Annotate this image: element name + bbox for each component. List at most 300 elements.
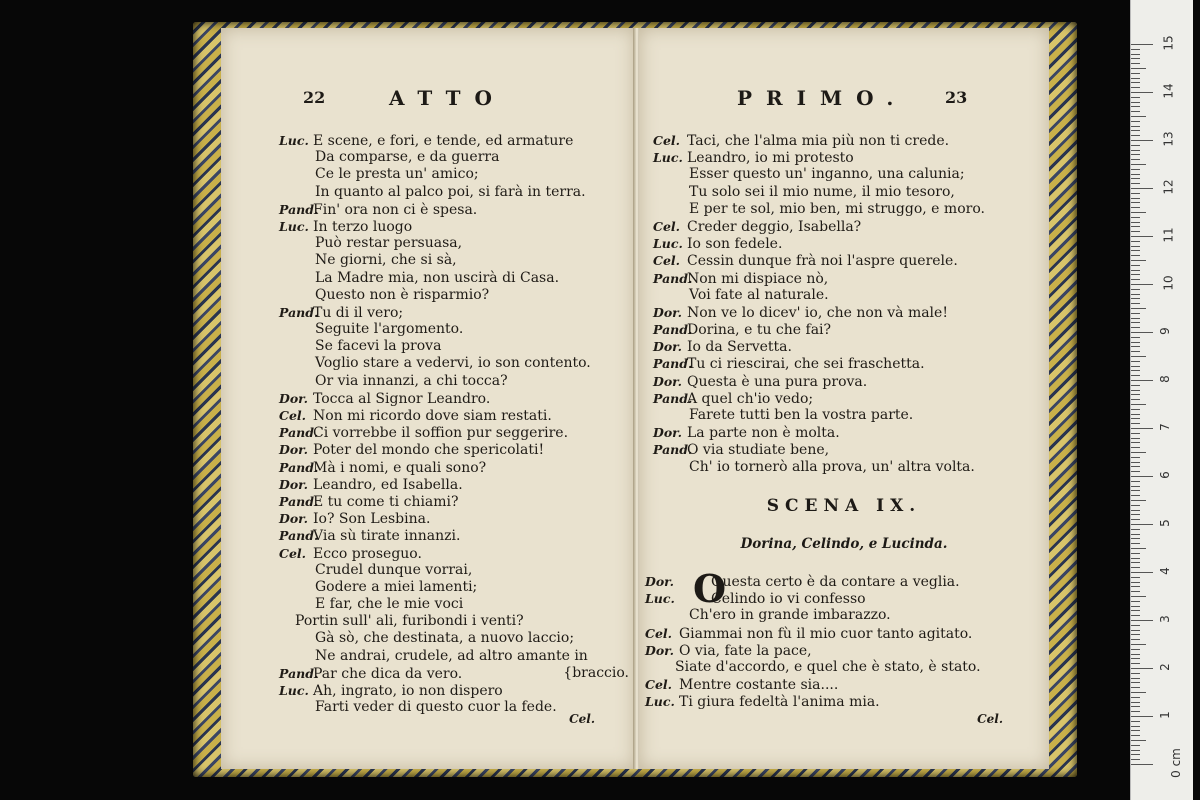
line-text: Io? Son Lesbina. xyxy=(313,511,431,528)
ruler-tick xyxy=(1131,265,1140,266)
text-line xyxy=(639,321,1049,338)
text-line xyxy=(639,184,1049,201)
ruler-tick xyxy=(1131,159,1140,160)
speaker-label: Cel. xyxy=(653,218,681,234)
line-text: E far, che le mie voci xyxy=(315,596,464,613)
ruler-tick xyxy=(1131,678,1140,679)
speaker-label: Luc. xyxy=(645,591,675,607)
ruler-tick xyxy=(1131,553,1140,554)
left-text-block xyxy=(221,132,635,716)
ruler-tick xyxy=(1131,337,1140,338)
ruler-tick xyxy=(1131,327,1140,328)
ruler-tick xyxy=(1131,764,1153,765)
line-text: Ti giura fedeltà l'anima mia. xyxy=(679,694,880,711)
ruler-tick xyxy=(1131,217,1140,218)
ruler-tick xyxy=(1131,351,1140,352)
line-text: Siate d'accordo, e quel che è stato, è stato. xyxy=(675,658,981,675)
line-text: Celindo io vi confesso xyxy=(711,591,866,608)
ruler-label: 13 xyxy=(1161,131,1176,147)
line-text: Non mi dispiace nò, xyxy=(687,270,829,287)
text-line xyxy=(221,132,635,149)
ruler-tick xyxy=(1131,294,1140,295)
ruler-label: 12 xyxy=(1161,179,1176,195)
ruler-tick xyxy=(1131,486,1140,487)
text-line xyxy=(639,355,1049,372)
text-line xyxy=(639,235,1049,252)
page-number-left: 22 xyxy=(303,88,326,107)
text-line xyxy=(639,304,1049,321)
ruler-tick xyxy=(1131,361,1140,362)
speaker-label: Luc. xyxy=(279,218,309,234)
ruler-tick xyxy=(1131,130,1140,131)
line-text: Gà sò, che destinata, a nuovo laccio; xyxy=(315,630,575,647)
line-text: Non mi ricordo dove siam restati. xyxy=(313,408,552,424)
ruler-tick xyxy=(1131,442,1140,443)
ruler-tick xyxy=(1131,246,1140,247)
line-text: Leandro, ed Isabella. xyxy=(313,476,463,493)
ruler-tick xyxy=(1131,745,1140,746)
ruler-tick xyxy=(1131,82,1140,83)
ruler-tick xyxy=(1131,476,1153,477)
ruler-tick xyxy=(1131,726,1140,727)
line-text: Mà i nomi, e quali sono? xyxy=(313,459,487,476)
speaker-label: Dor. xyxy=(653,373,682,389)
ruler-tick xyxy=(1131,370,1140,371)
ruler-tick xyxy=(1131,692,1146,693)
ruler-tick xyxy=(1131,438,1140,439)
text-line xyxy=(221,493,635,510)
line-text: Da comparse, e da guerra xyxy=(315,149,500,166)
ruler-tick xyxy=(1131,409,1140,410)
ruler-tick xyxy=(1131,423,1140,424)
ruler-tick xyxy=(1131,121,1140,122)
text-line xyxy=(639,693,1049,710)
text-line xyxy=(221,304,635,321)
ruler-tick xyxy=(1131,226,1140,227)
ruler-label: 6 xyxy=(1157,471,1172,479)
text-line xyxy=(221,235,635,252)
line-text: Creder deggio, Isabella? xyxy=(687,218,862,235)
text-line xyxy=(639,659,1049,676)
text-line xyxy=(639,166,1049,183)
ruler-tick xyxy=(1131,490,1140,491)
ruler-tick xyxy=(1131,54,1140,55)
ruler-tick xyxy=(1131,730,1140,731)
ruler-tick xyxy=(1131,625,1140,626)
line-text: Ah, ingrato, io non dispero xyxy=(313,683,503,699)
text-line xyxy=(221,373,635,390)
text-line xyxy=(639,676,1049,693)
ruler-tick xyxy=(1131,735,1140,736)
line-text: Leandro, io mi protesto xyxy=(687,150,854,167)
measuring-ruler xyxy=(1130,0,1193,800)
ruler-label: 8 xyxy=(1157,375,1172,383)
ruler-tick xyxy=(1131,207,1140,208)
text-line xyxy=(639,338,1049,355)
speaker-label: Pand. xyxy=(279,425,319,441)
text-line xyxy=(221,184,635,201)
ruler-tick xyxy=(1131,212,1146,213)
line-text: Farti veder di questo cuor la fede. xyxy=(315,699,557,716)
ruler-tick xyxy=(1131,260,1146,261)
ruler-tick xyxy=(1131,538,1140,539)
ruler-tick xyxy=(1131,639,1140,640)
line-text: E per te sol, mio ben, mi struggo, e moro. xyxy=(689,200,985,217)
speaker-label: Dor. xyxy=(653,425,682,441)
ruler-tick xyxy=(1131,68,1146,69)
line-text: Ecco proseguo. xyxy=(313,545,422,562)
ruler-tick xyxy=(1131,711,1140,712)
ruler-label: 3 xyxy=(1157,615,1172,623)
speaker-label: Pand. xyxy=(653,390,693,406)
ruler-tick xyxy=(1131,519,1140,520)
ruler-tick xyxy=(1131,452,1146,453)
ruler-tick xyxy=(1131,178,1140,179)
ruler-tick xyxy=(1131,231,1140,232)
ruler-tick xyxy=(1131,716,1153,717)
ruler-tick xyxy=(1131,145,1140,146)
speaker-label: Cel. xyxy=(653,253,681,269)
line-text: Cessin dunque frà noi l'aspre querele. xyxy=(687,253,958,270)
catchword-left: Cel. xyxy=(569,712,595,726)
ruler-tick xyxy=(1131,620,1153,621)
ruler-tick xyxy=(1131,649,1140,650)
ruler-tick xyxy=(1131,630,1140,631)
ruler-label: 5 xyxy=(1157,519,1172,527)
ruler-tick xyxy=(1131,116,1146,117)
text-line xyxy=(221,596,635,613)
line-text: Ch'ero in grande imbarazzo. xyxy=(689,607,891,624)
line-text: Ce le presta un' amico; xyxy=(315,166,479,183)
ruler-tick xyxy=(1131,524,1153,525)
line-text: O via, fate la pace, xyxy=(679,642,812,659)
text-line xyxy=(221,149,635,166)
ruler-tick xyxy=(1131,49,1140,50)
line-text: Farete tutti ben la vostra parte. xyxy=(689,407,914,423)
text-line xyxy=(639,573,1049,590)
ruler-label: 15 xyxy=(1161,35,1176,51)
line-text: Non ve lo dicev' io, che non và male! xyxy=(687,304,948,321)
running-head-right: PRIMO. xyxy=(737,86,908,110)
speaker-label: Luc. xyxy=(653,150,683,166)
ruler-tick xyxy=(1131,97,1140,98)
text-line xyxy=(221,424,635,441)
ruler-tick xyxy=(1131,44,1153,45)
ruler-tick xyxy=(1131,562,1140,563)
text-line xyxy=(221,545,635,562)
ruler-tick xyxy=(1131,543,1140,544)
speaker-label: Pand. xyxy=(279,201,319,217)
text-line xyxy=(221,648,635,665)
text-line xyxy=(639,373,1049,390)
ruler-tick xyxy=(1131,318,1140,319)
text-line xyxy=(221,166,635,183)
ruler-tick xyxy=(1131,236,1153,237)
speaker-label: Dor. xyxy=(279,476,308,492)
text-line xyxy=(639,218,1049,235)
line-text: O via studiate bene, xyxy=(687,442,830,459)
text-line xyxy=(221,441,635,458)
ruler-tick xyxy=(1131,284,1153,285)
ruler-tick xyxy=(1131,644,1146,645)
ruler-tick xyxy=(1131,428,1153,429)
running-head-left: ATTO xyxy=(389,86,506,110)
speaker-label: Dor. xyxy=(279,390,308,406)
ruler-tick xyxy=(1131,697,1140,698)
line-text: Ne andrai, crudele, ad altro amante in xyxy=(315,647,588,664)
text-line xyxy=(639,287,1049,304)
ruler-tick xyxy=(1131,164,1146,165)
text-line xyxy=(221,407,635,424)
ruler-tick xyxy=(1131,150,1140,151)
drop-cap: O xyxy=(693,566,727,611)
line-text: In quanto al palco poi, si farà in terra. xyxy=(315,183,586,200)
speaker-label: Dor. xyxy=(645,574,674,589)
line-text: In terzo luogo xyxy=(313,218,413,235)
catchword-right: Cel. xyxy=(977,712,1003,726)
ruler-tick xyxy=(1131,279,1140,280)
ruler-tick xyxy=(1131,615,1140,616)
ruler-tick xyxy=(1131,414,1140,415)
line-text: Tu ci riescirai, che sei fraschetta. xyxy=(687,356,925,373)
ruler-tick xyxy=(1131,567,1140,568)
ruler-tick xyxy=(1131,668,1153,669)
ruler-tick xyxy=(1131,471,1140,472)
speaker-label: Cel. xyxy=(279,545,307,561)
line-text: Portin sull' ali, furibondi i venti? xyxy=(295,613,524,630)
text-line xyxy=(221,630,635,647)
scene-cast: Dorina, Celindo, e Lucinda. xyxy=(740,536,948,552)
ruler-tick xyxy=(1131,500,1146,501)
ruler-tick xyxy=(1131,380,1153,381)
line-text: E scene, e fori, e tende, ed armature xyxy=(313,133,574,149)
speaker-label: Pand. xyxy=(653,442,693,458)
text-line xyxy=(221,321,635,338)
text-line xyxy=(221,287,635,304)
text-line xyxy=(221,252,635,269)
text-line xyxy=(639,459,1049,476)
speaker-label: Pand. xyxy=(279,665,319,681)
ruler-tick xyxy=(1131,87,1140,88)
speaker-label: Pand. xyxy=(653,270,693,286)
text-line xyxy=(639,625,1049,642)
ruler-tick xyxy=(1131,534,1140,535)
ruler-tick xyxy=(1131,399,1140,400)
line-text: Giammai non fù il mio cuor tanto agitato. xyxy=(679,625,973,642)
text-line xyxy=(221,218,635,235)
speaker-label: Luc. xyxy=(653,236,683,252)
text-line xyxy=(639,149,1049,166)
ruler-tick xyxy=(1131,78,1140,79)
ruler-tick xyxy=(1131,510,1140,511)
line-text: Questo non è risparmio? xyxy=(315,286,490,303)
line-text: Fin' ora non ci è spesa. xyxy=(313,201,478,218)
text-line xyxy=(639,201,1049,218)
ruler-tick xyxy=(1131,481,1140,482)
line-text: La parte non è molta. xyxy=(687,425,840,442)
ruler-tick xyxy=(1131,188,1153,189)
line-text: Se facevi la prova xyxy=(315,338,442,355)
left-page xyxy=(221,28,636,769)
line-text: Esser questo un' inganno, una calunia; xyxy=(689,166,965,183)
line-text: Crudel dunque vorrai, xyxy=(315,561,473,578)
line-text: Può restar persuasa, xyxy=(315,235,463,252)
ruler-tick xyxy=(1131,346,1140,347)
speaker-label: Luc. xyxy=(279,683,309,698)
text-line xyxy=(639,390,1049,407)
ruler-tick xyxy=(1131,654,1140,655)
ruler-tick xyxy=(1131,111,1140,112)
scene-title: SCENA IX. xyxy=(766,496,922,516)
speaker-label: Dor. xyxy=(645,642,674,658)
text-line xyxy=(639,252,1049,269)
text-line xyxy=(221,682,635,699)
line-text: Ch' io tornerò alla prova, un' altra volta. xyxy=(689,458,975,475)
ruler-tick xyxy=(1131,303,1140,304)
right-text-block xyxy=(639,132,1049,476)
line-text: Par che dica da vero. xyxy=(313,665,463,682)
ruler-tick xyxy=(1131,466,1140,467)
speaker-label: Pand. xyxy=(279,459,319,475)
speaker-label: Dor. xyxy=(653,304,682,320)
ruler-tick xyxy=(1131,385,1140,386)
ruler-tick xyxy=(1131,591,1140,592)
speaker-label: Cel. xyxy=(653,133,681,148)
line-text: Tu di il vero; xyxy=(313,304,404,321)
ruler-tick xyxy=(1131,255,1140,256)
line-text: Ci vorrebbe il soffion pur seggerire. xyxy=(313,425,569,442)
ruler-tick xyxy=(1131,505,1140,506)
speaker-label: Pand. xyxy=(279,304,319,320)
ruler-tick xyxy=(1131,462,1140,463)
ruler-tick xyxy=(1131,601,1140,602)
ruler-tick xyxy=(1131,577,1140,578)
text-line xyxy=(639,441,1049,458)
ruler-tick xyxy=(1131,418,1140,419)
ruler-tick xyxy=(1131,308,1146,309)
ruler-tick xyxy=(1131,183,1140,184)
ruler-label: 0 cm xyxy=(1168,748,1183,778)
line-text: Io da Servetta. xyxy=(687,339,792,356)
text-line xyxy=(221,476,635,493)
ruler-tick xyxy=(1131,222,1140,223)
line-text: A quel ch'io vedo; xyxy=(687,390,814,407)
ruler-tick xyxy=(1131,759,1140,760)
line-text: Seguite l'argomento. xyxy=(315,321,464,338)
text-line xyxy=(639,407,1049,424)
ruler-tick xyxy=(1131,433,1140,434)
ruler-tick xyxy=(1131,495,1140,496)
right-page xyxy=(639,28,1049,769)
ruler-tick xyxy=(1131,702,1140,703)
ruler-tick xyxy=(1131,390,1140,391)
ruler-tick xyxy=(1131,135,1140,136)
line-text: Voi fate al naturale. xyxy=(689,286,829,303)
ruler-tick xyxy=(1131,270,1140,271)
text-line xyxy=(221,613,635,630)
ruler-tick xyxy=(1131,687,1140,688)
speaker-label: Cel. xyxy=(645,677,673,693)
ruler-tick xyxy=(1131,606,1140,607)
ruler-label: 10 xyxy=(1161,275,1176,291)
ruler-tick xyxy=(1131,750,1140,751)
ruler-tick xyxy=(1131,663,1140,664)
ruler-tick xyxy=(1131,250,1140,251)
ruler-tick xyxy=(1131,572,1153,573)
text-line xyxy=(639,270,1049,287)
ruler-tick xyxy=(1131,289,1140,290)
text-line xyxy=(639,642,1049,659)
ruler-tick xyxy=(1131,682,1140,683)
line-text: Taci, che l'alma mia più non ti crede. xyxy=(687,133,950,149)
line-text: Mentre costante sia.... xyxy=(679,677,839,694)
ruler-tick xyxy=(1131,548,1146,549)
ruler-tick xyxy=(1131,198,1140,199)
text-line xyxy=(221,390,635,407)
text-line xyxy=(639,607,1049,624)
text-line xyxy=(221,562,635,579)
ruler-tick xyxy=(1131,313,1140,314)
ruler-tick xyxy=(1131,73,1140,74)
ruler-tick xyxy=(1131,366,1140,367)
ruler-tick xyxy=(1131,169,1140,170)
speaker-label: Cel. xyxy=(645,625,673,641)
speaker-label: Pand. xyxy=(653,356,693,372)
line-text: E tu come ti chiami? xyxy=(313,493,459,510)
ruler-tick xyxy=(1131,596,1146,597)
ruler-tick xyxy=(1131,202,1140,203)
line-text: Questa è una pura prova. xyxy=(687,373,868,390)
ruler-tick xyxy=(1131,658,1140,659)
line-text: Tocca al Signor Leandro. xyxy=(313,390,491,407)
text-line xyxy=(221,665,635,682)
line-text: Ne giorni, che si sà, xyxy=(315,252,457,269)
ruler-tick xyxy=(1131,193,1140,194)
line-text: Questa certo è da contare a veglia. xyxy=(711,574,960,590)
ruler-tick xyxy=(1131,342,1140,343)
speaker-label: Pand. xyxy=(653,322,693,338)
scene-text-block xyxy=(639,573,1049,711)
ruler-tick xyxy=(1131,514,1140,515)
ruler-tick xyxy=(1131,740,1146,741)
line-text: Or via innanzi, a chi tocca? xyxy=(315,372,508,389)
speaker-label: Dor. xyxy=(653,339,682,355)
ruler-tick xyxy=(1131,706,1140,707)
ruler-label: 14 xyxy=(1161,83,1176,99)
ruler-label: 9 xyxy=(1157,327,1172,335)
ruler-label: 7 xyxy=(1157,423,1172,431)
ruler-tick xyxy=(1131,394,1140,395)
ruler-tick xyxy=(1131,582,1140,583)
ruler-tick xyxy=(1131,174,1140,175)
ruler-tick xyxy=(1131,241,1140,242)
ruler-label: 1 xyxy=(1157,711,1172,719)
ruler-tick xyxy=(1131,106,1140,107)
ruler-tick xyxy=(1131,375,1140,376)
speaker-label: Pand. xyxy=(279,493,319,509)
ruler-label: 4 xyxy=(1157,567,1172,575)
line-text: Dorina, e tu che fai? xyxy=(687,322,832,339)
ruler-tick xyxy=(1131,154,1140,155)
ruler-tick xyxy=(1131,673,1140,674)
ruler-tick xyxy=(1131,457,1140,458)
text-line xyxy=(639,424,1049,441)
ruler-tick xyxy=(1131,529,1140,530)
text-line xyxy=(221,201,635,218)
page-number-right: 23 xyxy=(945,88,968,107)
ruler-tick xyxy=(1131,63,1140,64)
text-line xyxy=(221,527,635,544)
